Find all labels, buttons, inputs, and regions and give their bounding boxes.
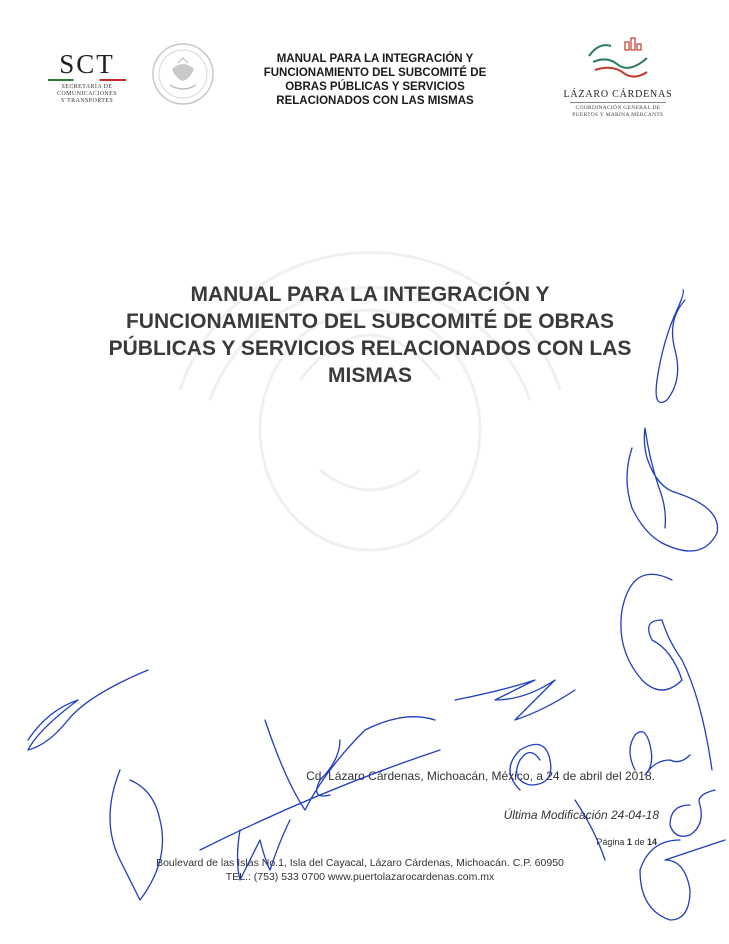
signature-long-stroke: [200, 750, 440, 850]
sct-logo-rule: [48, 79, 126, 81]
signature-big-v: [265, 717, 435, 810]
sct-logo-subtitle: SECRETARÍA DE COMUNICACIONES Y TRANSPORTES: [57, 84, 117, 104]
signature-right-1: [656, 290, 685, 403]
port-logo-title: LÁZARO CÁRDENAS: [563, 89, 673, 100]
signature-small-1: [317, 740, 340, 796]
signature-right-2: [627, 428, 718, 551]
mexico-seal-icon: [150, 41, 216, 107]
lazaro-cardenas-logo: [548, 36, 688, 118]
header-title: MANUAL PARA LA INTEGRACIÓN Y FUNCIONAMIENTO DEL SUBCOMITÉ DE OBRAS PÚBLICAS Y SERVICIOS RELACIONADOS CON LAS MISMAS: [263, 53, 487, 107]
sct-logo-title: SCT: [59, 49, 115, 79]
footer-address: [100, 856, 620, 884]
signature-right-3: [621, 574, 712, 770]
footer-address-line: Boulevard de las Islas No.1, Isla del Cayacal, Lázaro Cárdenas, Michoacán. C.P. 60950: [156, 857, 564, 869]
port-logo-icon: [583, 36, 653, 82]
footer-contact-line: TEL.: (753) 533 0700 www.puertolazarocardenas.com.mx: [225, 871, 495, 883]
port-logo-rule: [570, 102, 666, 103]
document-title: MANUAL PARA LA INTEGRACIÓN Y FUNCIONAMIENTO DEL SUBCOMITÉ DE OBRAS PÚBLICAS Y SERVICIOS RELACIONADOS CON LAS MISMAS: [108, 283, 632, 387]
port-logo-subtitle: COORDINACIÓN GENERAL DE PUERTOS Y MARINA MERCANTE: [572, 105, 664, 118]
signature-left-slash: [28, 670, 148, 750]
last-modified: Última Modificación 24-04-18: [503, 808, 659, 822]
signature-bottom-right: [640, 840, 725, 920]
place-date: Cd. Lázaro Cárdenas, Michoacán, México, a 24 de abril del 2018.: [306, 769, 655, 783]
sct-logo: [32, 50, 142, 105]
signature-initials-2: [670, 790, 715, 836]
signature-center-loop: [455, 680, 575, 720]
page-number: Página 1 de 14: [596, 837, 657, 847]
signature-spiral: [510, 744, 551, 790]
